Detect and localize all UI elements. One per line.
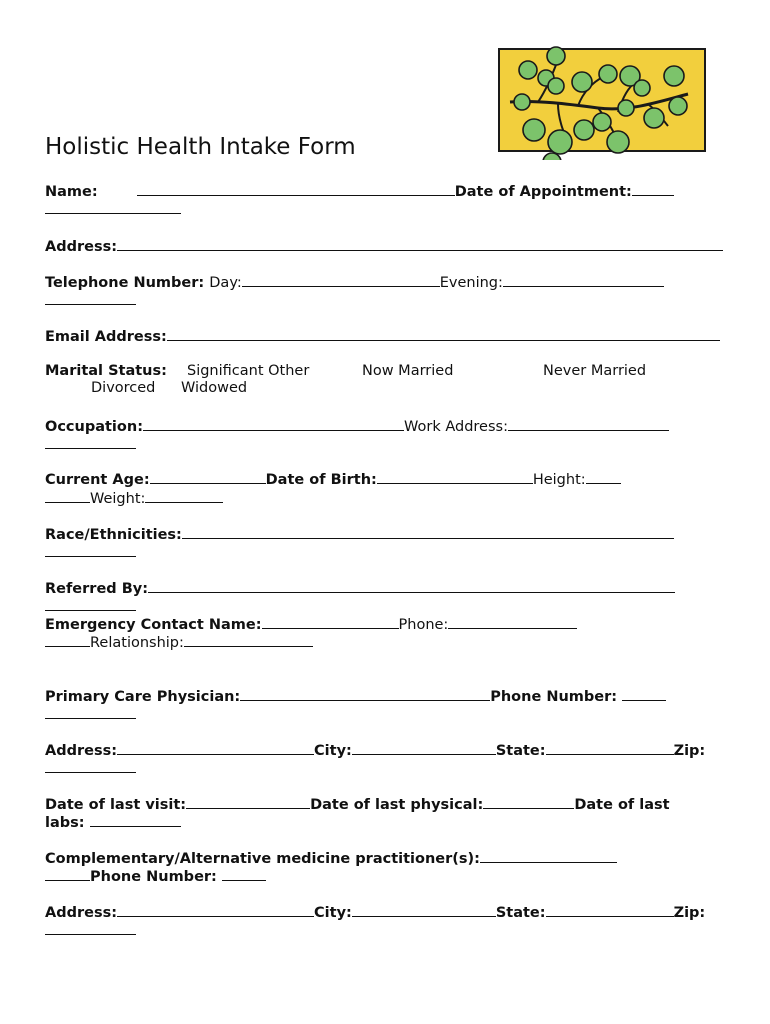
work-address-input-cont[interactable] [45,434,136,449]
date-last-visit-input[interactable] [186,794,310,809]
labs-row [45,812,181,832]
emergency-contact-row [45,614,577,634]
date-of-birth-label: Date of Birth: [265,472,377,488]
logo [498,48,706,152]
relationship-label: Relationship: [90,635,184,651]
weight-label: Weight: [90,491,146,507]
option-never-married[interactable]: Never Married [543,363,647,379]
name-row [45,181,674,201]
telephone-label: Telephone Number: [45,275,205,291]
email-label: Email Address: [45,329,167,345]
day-label: Day: [209,275,242,291]
complementary-input[interactable] [480,848,617,863]
relationship-row [45,632,313,652]
physician-address-label: Address: [45,743,118,759]
city3-input[interactable] [352,902,496,917]
relationship-input[interactable] [184,632,313,647]
occupation-row [45,416,669,436]
weight-input[interactable] [145,488,223,503]
phone-number2-input[interactable] [222,866,266,881]
evening-label: Evening: [439,275,503,291]
telephone-row [45,272,664,292]
zip3-label: Zip: [673,905,706,921]
age-row [45,469,621,489]
occupation-label: Occupation: [45,419,143,435]
referred-by-label: Referred By: [45,581,149,597]
evening-phone-input[interactable] [503,272,664,287]
practitioner-address-row [45,902,705,922]
city-input[interactable] [352,740,496,755]
complementary-input-cont[interactable] [45,866,90,881]
labs-label: labs: [45,815,85,831]
address-label: Address: [45,239,118,255]
option-now-married[interactable]: Now Married [362,363,454,379]
address-input[interactable] [117,236,723,251]
phone-number-input[interactable] [622,686,666,701]
weight-row [45,488,223,508]
option-divorced[interactable]: Divorced [91,380,156,396]
option-significant-other[interactable]: Significant Other [187,363,310,379]
practitioner-address-label: Address: [45,905,118,921]
zip-input[interactable] [45,758,136,773]
referred-by-input-cont[interactable] [45,596,136,611]
race-label: Race/Ethnicities: [45,527,182,543]
physician-address-input[interactable] [117,740,314,755]
date-of-appointment-input-cont[interactable] [45,199,181,214]
work-address-label: Work Address: [404,419,508,435]
name-input[interactable] [137,181,455,196]
city-label: City: [314,743,352,759]
address-row [45,236,723,256]
date-last-labs-input[interactable] [90,812,181,827]
current-age-input[interactable] [150,469,266,484]
referred-by-input[interactable] [148,578,675,593]
page-title: Holistic Health Intake Form [45,134,356,160]
state3-label: State: [495,905,546,921]
race-input-cont[interactable] [45,542,136,557]
work-address-input[interactable] [508,416,669,431]
date-of-birth-input[interactable] [377,469,533,484]
date-last-visit-label: Date of last visit: [45,797,187,813]
complementary-label: Complementary/Alternative medicine practitioner(s): [45,851,480,867]
height-input[interactable] [586,469,621,484]
primary-care-input[interactable] [240,686,490,701]
state3-input[interactable] [546,902,674,917]
marital-status-row [45,362,167,380]
dates-row [45,794,670,814]
leafy-branch-icon [498,42,710,160]
emergency-phone-input-cont[interactable] [45,632,90,647]
race-input[interactable] [182,524,674,539]
name-label: Name: [45,184,98,200]
primary-care-row [45,686,666,706]
option-widowed[interactable]: Widowed [181,380,248,396]
date-last-labs-label: Date of last [574,797,670,813]
emergency-contact-input[interactable] [262,614,399,629]
phone-label: Phone: [398,617,449,633]
city3-label: City: [314,905,352,921]
height-input-cont[interactable] [45,488,90,503]
current-age-label: Current Age: [45,472,150,488]
complementary-row [45,848,617,868]
date-of-appointment-input[interactable] [632,181,674,196]
phone-number2-label: Phone Number: [90,869,217,885]
date-last-physical-input[interactable] [483,794,574,809]
zip3-input[interactable] [45,920,136,935]
physician-address-row [45,740,705,760]
phone-number-label: Phone Number: [490,689,618,705]
state-input[interactable] [546,740,674,755]
emergency-phone-input[interactable] [448,614,577,629]
date-of-appointment-label: Date of Appointment: [454,184,632,200]
referred-by-row [45,578,675,598]
race-row [45,524,674,544]
day-phone-input[interactable] [242,272,440,287]
primary-care-label: Primary Care Physician: [45,689,241,705]
emergency-contact-label: Emergency Contact Name: [45,617,262,633]
email-row [45,326,720,346]
practitioner-address-input[interactable] [117,902,314,917]
phone-number-input-cont[interactable] [45,704,136,719]
marital-status-label: Marital Status: [45,363,167,379]
email-input[interactable] [167,326,720,341]
height-label: Height: [532,472,586,488]
complementary-phone-row [45,866,266,886]
evening-phone-input-cont[interactable] [45,290,136,305]
occupation-input[interactable] [143,416,404,431]
date-last-physical-label: Date of last physical: [310,797,484,813]
state-label: State: [495,743,546,759]
zip-label: Zip: [673,743,706,759]
